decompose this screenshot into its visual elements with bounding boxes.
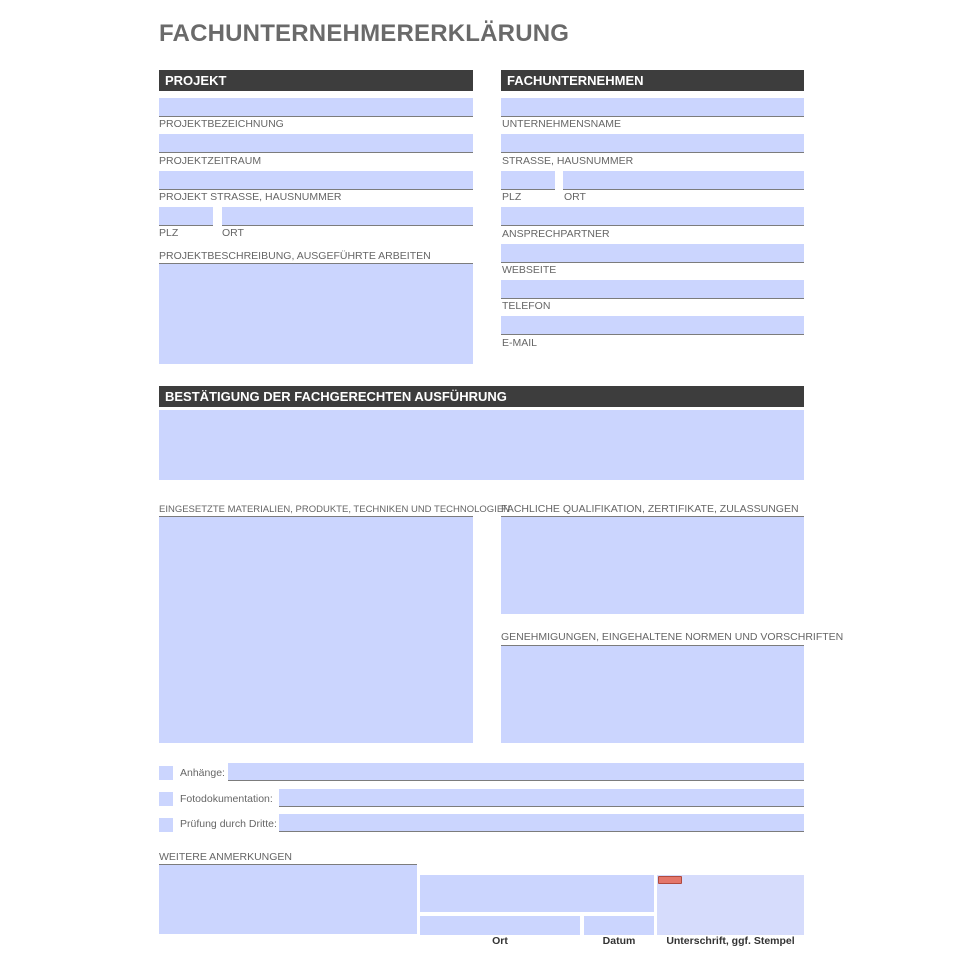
projektbeschreibung-field[interactable] (159, 263, 473, 364)
unterschrift-caption: Unterschrift, ggf. Stempel (666, 935, 795, 947)
projekt-strasse-field[interactable] (159, 171, 473, 190)
anhaenge-label: Anhänge: (180, 767, 225, 779)
ansprechpartner-label: ANSPRECHPARTNER (502, 228, 610, 240)
unternehmen-ort-field[interactable] (563, 171, 804, 190)
materialien-label: EINGESETZTE MATERIALIEN, PRODUKTE, TECHNIKEN UND TECHNOLOGIEN (159, 504, 511, 515)
telefon-label: TELEFON (502, 300, 551, 312)
projekt-ort-field[interactable] (222, 207, 473, 226)
anhaenge-field[interactable] (228, 763, 804, 781)
email-field[interactable] (501, 316, 804, 335)
unternehmen-strasse-label: STRASSE, HAUSNUMMER (502, 155, 634, 167)
webseite-label: WEBSEITE (502, 264, 557, 276)
ansprechpartner-field[interactable] (501, 207, 804, 226)
datum-field[interactable] (584, 916, 654, 935)
unterschrift-field[interactable] (657, 875, 804, 935)
genehmigungen-label: GENEHMIGUNGEN, EINGEHALTENE NORMEN UND VORSCHRIFTEN (501, 631, 844, 643)
projekt-plz-label: PLZ (159, 227, 179, 239)
pruefung-checkbox[interactable] (159, 818, 173, 832)
projekt-strasse-label: PROJEKT STRASSE, HAUSNUMMER (159, 191, 342, 203)
projektzeitraum-label: PROJEKTZEITRAUM (159, 155, 262, 167)
projektbeschreibung-label: PROJEKTBESCHREIBUNG, AUSGEFÜHRTE ARBEITEN (159, 250, 431, 262)
bestaetigung-field[interactable] (159, 410, 804, 480)
section-header-bestaetigung: BESTÄTIGUNG DER FACHGERECHTEN AUSFÜHRUNG (159, 386, 804, 407)
unternehmen-plz-field[interactable] (501, 171, 555, 190)
unternehmensname-field[interactable] (501, 98, 804, 117)
unternehmen-strasse-field[interactable] (501, 134, 804, 153)
projektzeitraum-field[interactable] (159, 134, 473, 153)
fotodokumentation-checkbox[interactable] (159, 792, 173, 806)
ort-caption: Ort (492, 935, 508, 947)
email-label: E-MAIL (502, 337, 538, 349)
pruefung-field[interactable] (279, 814, 804, 832)
qualifikation-label: FACHLICHE QUALIFIKATION, ZERTIFIKATE, ZULASSUNGEN (501, 503, 799, 515)
anhaenge-checkbox[interactable] (159, 766, 173, 780)
webseite-field[interactable] (501, 244, 804, 263)
page-title: FACHUNTERNEHMERERKLÄRUNG (159, 20, 570, 47)
unternehmen-plz-label: PLZ (502, 191, 522, 203)
qualifikation-field[interactable] (501, 516, 804, 614)
section-header-fachunternehmen: FACHUNTERNEHMEN (501, 70, 804, 91)
datum-caption: Datum (602, 935, 636, 947)
section-header-projekt: PROJEKT (159, 70, 473, 91)
ort-field[interactable] (420, 916, 580, 935)
unternehmensname-label: UNTERNEHMENSNAME (502, 118, 622, 130)
fotodokumentation-label: Fotodokumentation: (180, 793, 273, 805)
pruefung-label: Prüfung durch Dritte: (180, 818, 277, 830)
projekt-ort-label: ORT (222, 227, 244, 239)
signature-info-field[interactable] (420, 875, 654, 912)
projektbezeichnung-field[interactable] (159, 98, 473, 117)
telefon-field[interactable] (501, 280, 804, 299)
projekt-plz-field[interactable] (159, 207, 213, 226)
genehmigungen-field[interactable] (501, 645, 804, 743)
projektbezeichnung-label: PROJEKTBEZEICHNUNG (159, 118, 284, 130)
anmerkungen-field[interactable] (159, 864, 417, 934)
signature-tag-icon (658, 876, 682, 884)
unternehmen-ort-label: ORT (564, 191, 586, 203)
materialien-field[interactable] (159, 516, 473, 743)
anmerkungen-label: WEITERE ANMERKUNGEN (159, 851, 293, 863)
fotodokumentation-field[interactable] (279, 789, 804, 807)
